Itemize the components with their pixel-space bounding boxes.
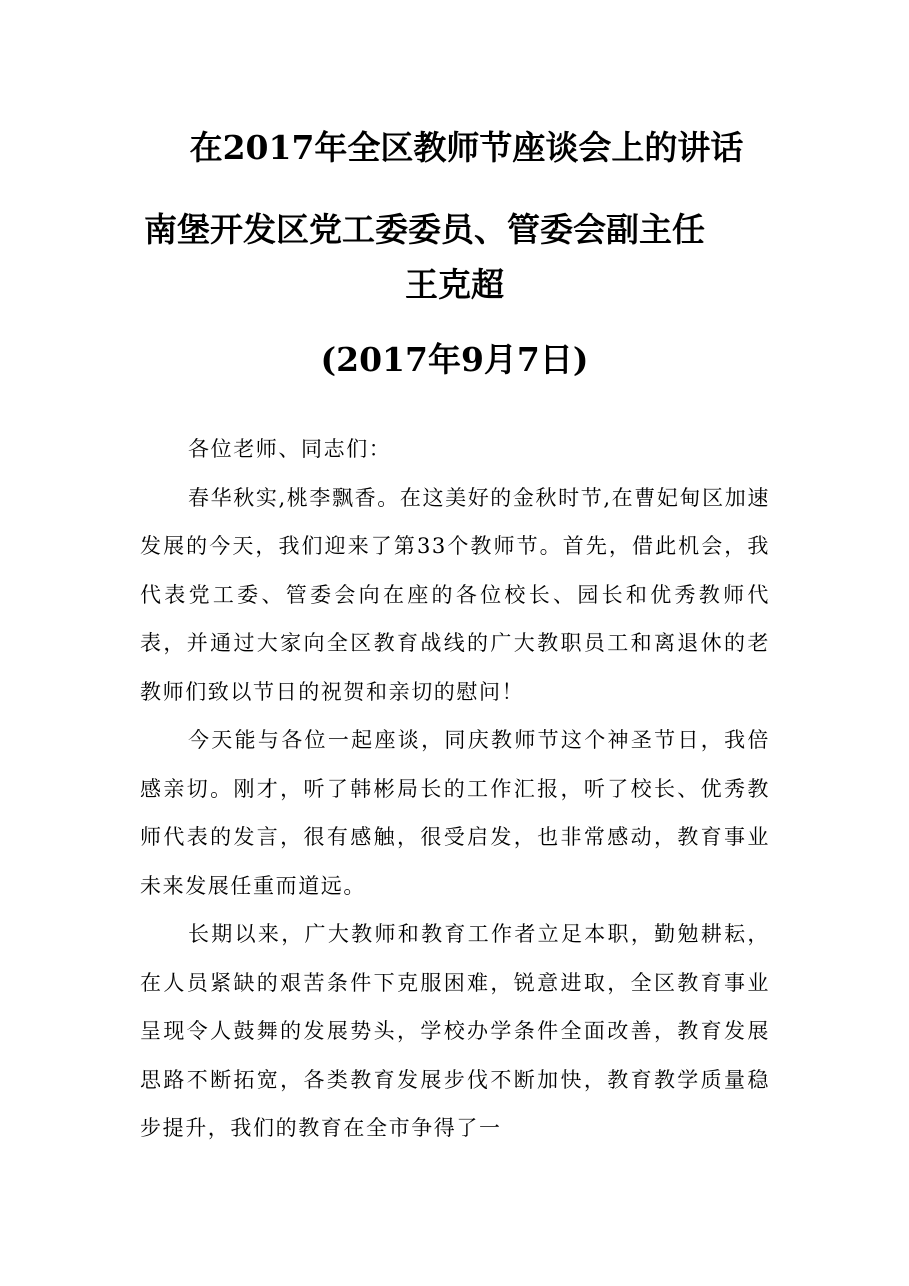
paragraph: 今天能与各位一起座谈，同庆教师节这个神圣节日，我倍感亲切。刚才，听了韩彬局长的工作汇报，听了校长、优秀教师代表的发言，很有感触，很受启发，也非常感动，教育事业未来发展任重而道远。 — [140, 728, 770, 898]
speech-date: (2017年9月7日) — [320, 340, 589, 379]
document-title: 在2017年全区教师节座谈会上的讲话 — [189, 128, 744, 167]
speaker-block — [0, 210, 909, 305]
speech-body — [140, 425, 770, 1153]
paragraph: 各位老师、同志们： — [188, 437, 392, 461]
speaker-name: 王克超 — [405, 265, 504, 304]
paragraph: 长期以来，广大教师和教育工作者立足本职，勤勉耕耘，在人员紧缺的艰苦条件下克服困难，锐意进取，全区教育事业呈现令人鼓舞的发展势头，学校办学条件全面改善，教育发展思路不断拓宽，各类教育发展步伐不断加快，教育教学质量稳步提升，我们的教育在全市争得了一 — [140, 922, 770, 1140]
speaker-position: 南堡开发区党工委委员、管委会副主任 — [144, 210, 705, 249]
paragraph: 春华秋实,桃李飘香。在这美好的金秋时节,在曹妃甸区加速发展的今天，我们迎来了第33个教师节。首先，借此机会，我代表党工委、管委会向在座的各位校长、园长和优秀教师代表，并通过大家向全区教育战线的广大教职员工和离退休的老教师们致以节日的祝贺和亲切的慰问！ — [140, 485, 770, 704]
